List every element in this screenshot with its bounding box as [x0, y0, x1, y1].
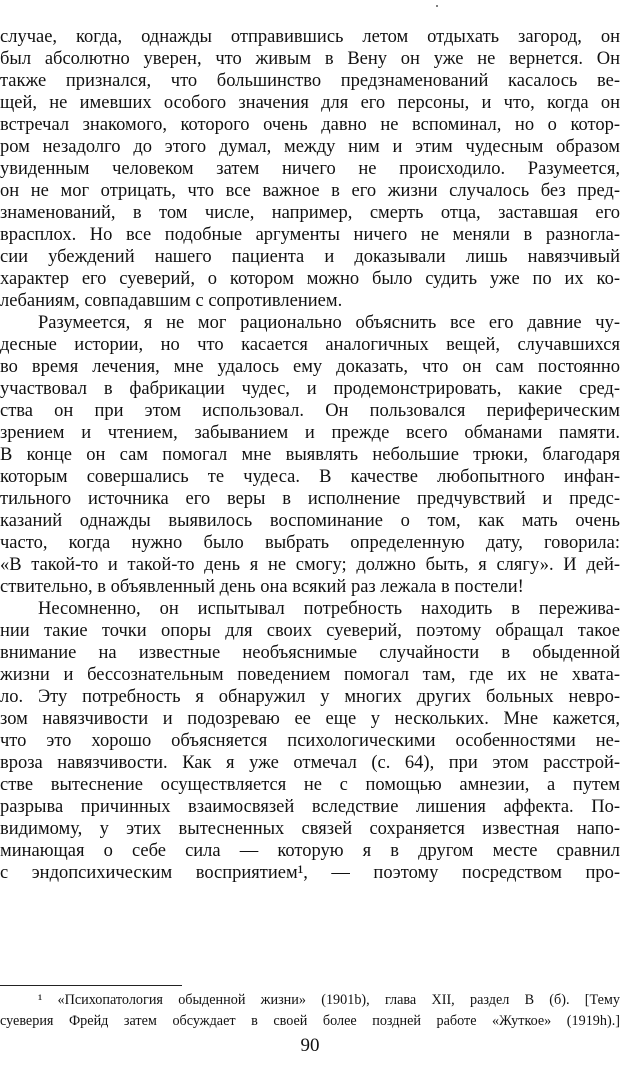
text-line: щей, не имевших особого значения для его персоны, и что, когда он: [0, 93, 620, 113]
text-line: врасплох. Но все подобные аргументы ничего не меняли в разногла-: [0, 225, 620, 245]
text-line: часто, когда нужно было выбрать определенную дату, говорила:: [0, 533, 620, 553]
text-line: тильного источника его веры в исполнение предчувствий и предс-: [0, 489, 620, 509]
print-mark: [436, 5, 438, 7]
text-line: стве вытеснение осуществляется не с помощью амнезии, а путем: [0, 775, 620, 795]
text-line: В конце он сам помогал мне выявлять небольшие трюки, благодаря: [0, 445, 620, 465]
text-line: также признался, что большинство предзнаменований касалось ве-: [0, 71, 620, 91]
text-line: казаний однажды выявилось воспоминание о том, как мать очень: [0, 511, 620, 531]
main-text: [0, 26, 620, 884]
text-line: ром незадолго до этого думал, между ним и этим чудесным образом: [0, 137, 620, 157]
text-line: встречал знакомого, которого очень давно не вспоминал, но о котор-: [0, 115, 620, 135]
text-line: случае, когда, однажды отправившись летом отдыхать загород, он: [0, 27, 620, 47]
text-line: Разумеется, я не мог рационально объяснить все его давние чу-: [38, 313, 620, 333]
text-line: с эндопсихическим восприятием¹, — поэтому посредством про-: [0, 863, 620, 883]
text-line: сии убеждений нашего пациента и доказывали лишь навязчивый: [0, 247, 620, 267]
text-line: был абсолютно уверен, что живым в Вену он уже не вернется. Он: [0, 49, 620, 69]
text-line: разрыва причинных взаимосвязей вследствие лишения аффекта. По-: [0, 797, 620, 817]
page-number: 90: [300, 1035, 320, 1056]
text-line: зом навязчивости и подозреваю ее еще у нескольких. Мне кажется,: [0, 709, 620, 729]
paragraph-3: [0, 598, 620, 884]
text-line: лебаниям, совпадавшим с сопротивлением.: [0, 291, 343, 311]
text-line: видимому, у этих вытесненных связей сохраняется известная напо-: [0, 819, 620, 839]
text-line: ства он при этом использовал. Он пользовался периферическим: [0, 401, 620, 421]
text-line: характер его суеверий, о котором можно было судить уже по их ко-: [0, 269, 620, 289]
text-line: нии такие точки опоры для своих суеверий, поэтому обращал такое: [0, 621, 620, 641]
text-line: десные истории, но что касается аналогичных вещей, случавшихся: [0, 335, 620, 355]
footnote-line: суеверия Фрейд затем обсуждает в своей более поздней работе «Жуткое» (1919h).]: [0, 1013, 620, 1029]
text-line: во время лечения, мне удалось ему доказать, что он сам постоянно: [0, 357, 620, 377]
paragraph-2: [0, 312, 620, 598]
text-line: увиденным человеком затем ничего не происходило. Разумеется,: [0, 159, 620, 179]
text-line: участвовал в фабрикации чудес, и продемонстрировать, какие сред-: [0, 379, 620, 399]
paragraph-1: [0, 26, 620, 312]
footnote-divider: [0, 985, 182, 986]
text-line: вроза навязчивости. Как я уже отмечал (с. 64), при этом расстрой-: [0, 753, 620, 773]
text-line: зрением и чтением, забыванием и прежде всего обманами памяти.: [0, 423, 620, 443]
text-line: внимание на известные необъяснимые случайности в обыденной: [0, 643, 620, 663]
footnote-line: ¹ «Психопатология обыденной жизни» (1901b), глава XII, раздел В (б). [Тему: [38, 992, 620, 1008]
text-line: минающая о себе сила — которую я в другом месте сравнил: [0, 841, 620, 861]
text-line: что это хорошо объясняется психологическими особенностями не-: [0, 731, 620, 751]
text-line: он не мог отрицать, что все важное в его жизни случалось без пред-: [0, 181, 620, 201]
text-line: ствительно, в объявленный день она всякий раз лежала в постели!: [0, 577, 524, 597]
text-line: Несомненно, он испытывал потребность находить в пережива-: [38, 599, 620, 619]
text-line: «В такой-то и такой-то день я не смогу; должно быть, я слягу». И дей-: [0, 555, 620, 575]
text-line: знаменований, в том числе, например, смерть отца, заставшая его: [0, 203, 620, 223]
footnote: [0, 990, 620, 1032]
text-line: которым совершались те чудеса. В качестве любопытного инфан-: [0, 467, 620, 487]
text-line: ло. Эту потребность я обнаружил у многих других больных невро-: [0, 687, 620, 707]
text-line: жизни и бессознательным поведением помогал там, где их не хвата-: [0, 665, 620, 685]
